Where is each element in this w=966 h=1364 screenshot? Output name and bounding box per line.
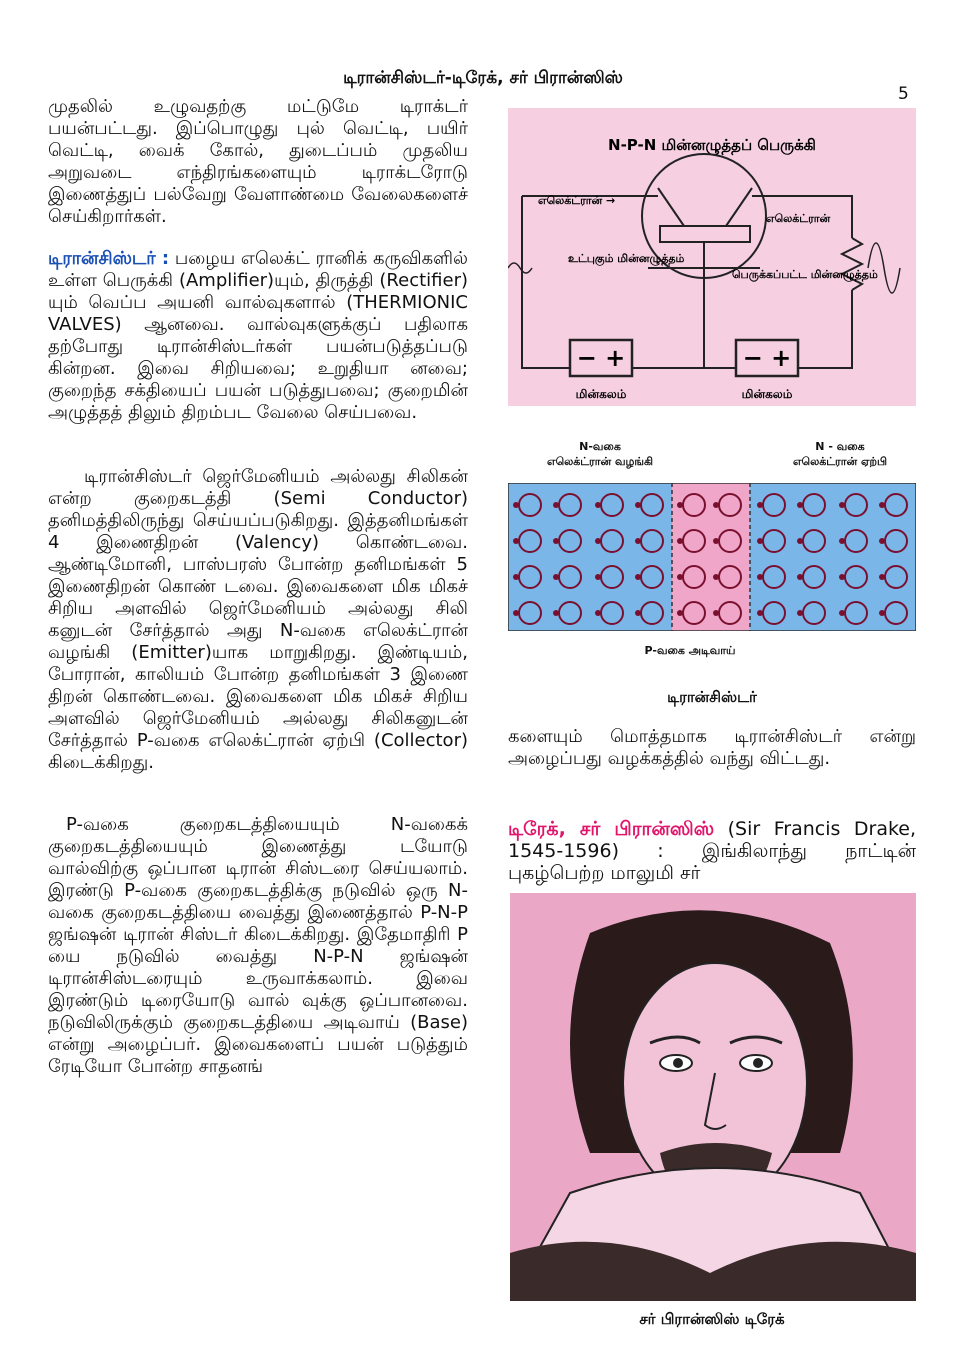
charge-carrier <box>839 610 845 616</box>
label-battery-left: மின்கலம் <box>575 387 627 401</box>
charge-carrier <box>635 610 641 616</box>
paragraph-junction: P-வகை குறைகடத்தியையும் N-வகைக் குறைகடத்தியையும் இணைத்து டயோடு வால்விற்கு ஒப்பான டிரான் சிஸ்டரை செய்யலாம். இரண்டு P-வகை குறைகடத்திக்கு நடுவில் ஒரு N-வகை குறைகடத்தியை வைத்து இணைத்தால் P-N-P ஜங்ஷன் டிரான் சிஸ்டர் கிடைக்கிறது. இதேமாதிரி P யை நடுவில் வைத்து N-P-N ஜங்ஷன் டிரான்சிஸ்டரையும் உருவாக்கலாம். இவை இரண்டும் டிரையோடு வால் வுக்கு ஒப்பானவை. நடுவிலிருக்கும் குறைகடத்தியை அடிவாய் (Base) என்று அழைப்பர். இவைகளைப் பயன் படுத்தும் ரேடியோ போன்ற சாதனங் <box>48 814 468 1077</box>
base-bar <box>660 226 750 242</box>
input-wave <box>508 263 532 273</box>
running-header: டிரான்சிஸ்டர்-டிரேக், சர் பிரான்ஸிஸ் <box>343 68 623 88</box>
charge-carrier <box>879 502 885 508</box>
entry-heading-drake: டிரேக், சர் பிரான்ஸிஸ் <box>508 818 715 840</box>
npn-amplifier-diagram <box>508 108 916 406</box>
portrait-caption: சர் பிரான்ஸிஸ் டிரேக் <box>639 1310 785 1328</box>
charge-carrier <box>595 610 601 616</box>
battery-left-symbol: − + <box>576 344 626 372</box>
charge-carrier <box>677 502 683 508</box>
resistor <box>842 238 862 290</box>
paragraph-drake: டிரேக், சர் பிரான்ஸிஸ் (Sir Francis Drake, 1545-1596) : இங்கிலாந்து நாட்டின் புகழ்பெற்ற மாலுமி சர் <box>508 818 917 884</box>
charge-carrier <box>713 502 719 508</box>
npn-circuit-drawing <box>508 108 916 406</box>
charge-carrier <box>635 538 641 544</box>
battery-right-symbol: − + <box>742 344 792 372</box>
charge-carrier <box>553 574 559 580</box>
charge-carrier <box>595 502 601 508</box>
npn-title: N-P-N மின்னழுத்தப் பெருக்கி <box>608 136 816 154</box>
charge-carrier <box>513 538 519 544</box>
charge-carrier <box>797 502 803 508</box>
charge-carrier <box>553 502 559 508</box>
left-column <box>48 96 468 1078</box>
paragraph-tractor: முதலில் உழுவதற்கு மட்டுமே டிராக்டர் பயன்பட்டது. இப்பொழுது புல் வெட்டி, பயிர் வெட்டி, வைக் கோல், துடைப்பம் முதலிய அறுவடை எந்திரங்களையும் டிராக்டரோடு இணைத்துப் பல்வேறு வேளாண்மை வேலைகளைச் செய்கிறார்கள். <box>48 96 468 227</box>
charge-carrier <box>635 574 641 580</box>
charge-carrier <box>677 574 683 580</box>
charge-carrier <box>757 574 763 580</box>
charge-carrier <box>677 538 683 544</box>
entry-heading-transistor: டிரான்சிஸ்டர் : <box>48 248 170 269</box>
charge-carrier <box>797 610 803 616</box>
charge-carrier <box>879 538 885 544</box>
label-n-type-right: N - வகை எலெக்ட்ரான் ஏற்பி <box>792 440 888 468</box>
charge-carrier <box>839 502 845 508</box>
charge-carrier <box>513 610 519 616</box>
charge-carrier <box>713 574 719 580</box>
charge-carrier <box>513 502 519 508</box>
charge-carrier <box>595 538 601 544</box>
label-battery-right: மின்கலம் <box>741 387 793 401</box>
charge-carrier <box>677 610 683 616</box>
paragraph-transistor-end: களையும் மொத்தமாக டிரான்சிஸ்டர் என்று அழைப்பது வழக்கத்தில் வந்து விட்டது. <box>508 726 916 769</box>
charge-carrier <box>553 610 559 616</box>
junction-drawing <box>508 483 916 631</box>
charge-carrier <box>797 538 803 544</box>
charge-carrier <box>757 610 763 616</box>
n-region-left <box>508 483 672 631</box>
charge-carrier <box>879 574 885 580</box>
label-n-type-left: N-வகை எலெக்ட்ரான் வழங்கி <box>546 440 654 468</box>
charge-carrier <box>635 502 641 508</box>
page-number: 5 <box>898 84 909 104</box>
charge-carrier <box>513 574 519 580</box>
label-emitter-electron: எலெக்ட்ரான் → <box>538 194 616 207</box>
charge-carrier <box>595 574 601 580</box>
charge-carrier <box>839 538 845 544</box>
charge-carrier <box>757 502 763 508</box>
n-region-right <box>750 483 916 631</box>
charge-carrier <box>839 574 845 580</box>
charge-carrier <box>879 610 885 616</box>
charge-carrier <box>553 538 559 544</box>
label-input-voltage: உட்புகும் மின்னழுத்தம் <box>568 252 685 265</box>
paragraph-semiconductor: டிரான்சிஸ்டர் ஜெர்மேனியம் அல்லது சிலிகன் என்ற குறைகடத்தி (Semi Conductor) தனிமத்திலிருந்து செய்யப்படுகிறது. இத்தனிமங்கள் 4 இணைதிறன் (Valency) கொண்டவை. ஆண்டிமோனி, பாஸ்பரஸ் போன்ற தனிமங்கள் 5 இணைதிறன் கொண் டவை. இவைகளை மிக மிகச் சிறிய அளவில் ஜெர்மேனியம் அல்லது சிலி கனுடன் சேர்த்தால் அது N-வகை எலெக்ட்ரான் வழங்கி (Emitter)யாக மாறுகிறது. இண்டியம், போரான், காலியம் போன்ற தனிமங்கள் 3 இணை திறன் கொண்டவை. இவைகளை மிக மிகச் சிறிய அளவில் ஜெர்மேனியம் அல்லது சிலிகனுடன் சேர்த்தால் P-வகை எலெக்ட்ரான் ஏற்பி (Collector) கிடைக்கிறது. <box>48 466 468 773</box>
label-p-type-base: P-வகை அடிவாய் <box>644 644 736 657</box>
junction-diagram <box>508 483 916 631</box>
charge-carrier <box>757 538 763 544</box>
portrait-drawing <box>510 893 916 1301</box>
charge-carrier <box>713 538 719 544</box>
drake-portrait <box>510 893 916 1301</box>
label-collector-electron: எலெக்ட்ரான் <box>766 212 831 225</box>
charge-carrier <box>713 610 719 616</box>
figure-caption-transistor: டிரான்சிஸ்டர் <box>667 688 757 706</box>
charge-carrier <box>797 574 803 580</box>
paragraph-transistor-intro: டிரான்சிஸ்டர் : பழைய எலெக்ட் ரானிக் கருவிகளில் உள்ள பெருக்கி (Amplifier)யும், திருத்தி (Rectifier) யும் வெப்ப அயனி வால்வுகளால் (THERMIONIC VALVES) ஆனவை. வால்வுகளுக்குப் பதிலாக தற்போது டிரான்சிஸ்டர்கள் பயன்படுத்தப்படு கின்றன. இவை சிறியவை; உறுதியா னவை; குறைந்த சக்தியைப் பயன் படுத்துபவை; குறைமின் அழுத்தத் திலும் திறம்பட வேலை செய்பவை. <box>48 248 468 423</box>
label-output-voltage: பெருக்கப்பட்ட மின்னழுத்தம் <box>732 268 878 281</box>
